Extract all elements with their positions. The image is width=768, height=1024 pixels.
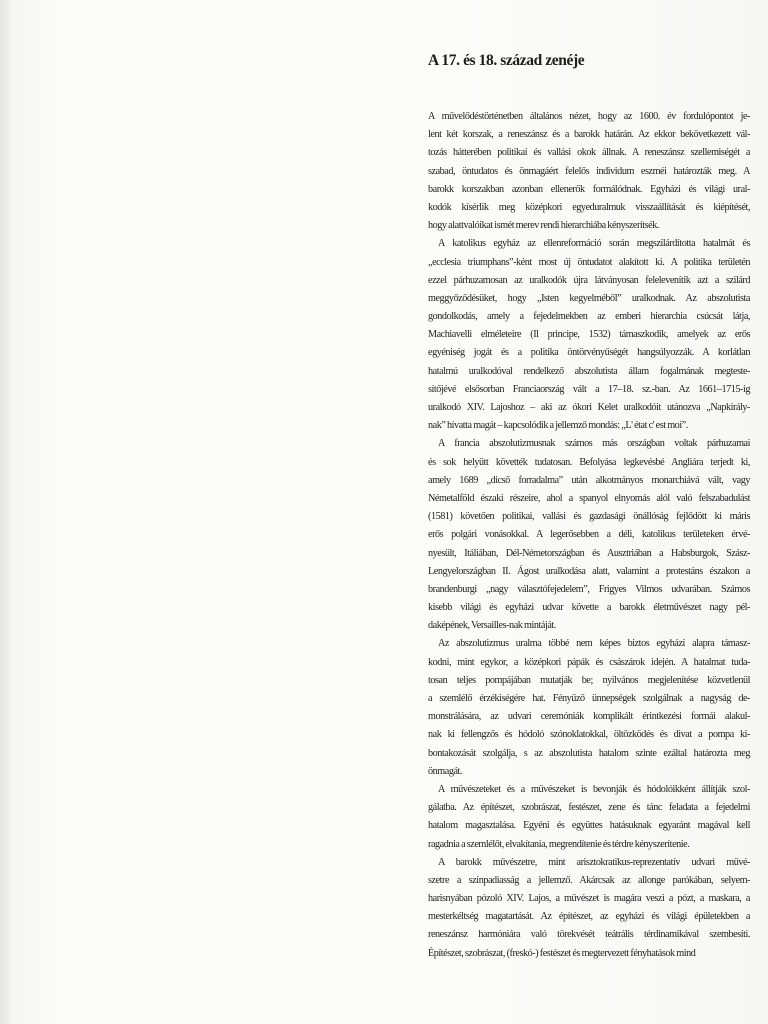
text-line: Az abszolutizmus uralma többé nem képes biztos egyházi alapra támasz- xyxy=(438,638,750,650)
text-line: nyesült, Itáliában, Dél-Németországban és Ausztriában a Habsburgok, Szász- xyxy=(428,547,750,559)
text-line: lent két korszak, a reneszánsz és a barokk határán. Az ekkor bekövetkezett vál- xyxy=(428,129,750,141)
body-text xyxy=(428,108,750,963)
paragraph xyxy=(428,235,750,435)
text-line: Építészet, szobrászat, (freskó-) festészet és megtervezett fényhatások mind xyxy=(428,947,696,959)
text-line: kisebb világi és egyházi udvar követte a barokk életművészet nagy pél- xyxy=(428,602,750,614)
chapter-title: A 17. és 18. század zenéje xyxy=(428,52,585,69)
text-line: Németalföld északi részeire, ahol a spanyol elnyomás alól való felszabadulást xyxy=(428,492,750,504)
text-line: sítőjévé elsősorban Franciaország vált a 17–18. sz.-ban. Az 1661–1715-ig xyxy=(428,383,750,395)
page-gutter-shadow xyxy=(0,0,14,1024)
text-line: kodók kísérlik meg középkori egyeduralmuk visszaállítását és kiépítését, xyxy=(428,201,750,213)
text-line: nak” hívatta magát – kapcsolódik a jellemző mondás: „L' état c' est moi”. xyxy=(428,420,688,432)
text-line: barokk korszakban azonban ellenerők formálódnak. Egyházi és világi ural- xyxy=(428,183,750,195)
text-line: gálatba. Az építészet, szobrászat, festészet, zene és tánc feladata a fejedelmi xyxy=(428,802,750,814)
text-line: daképének, Versailles-nak mintáját. xyxy=(428,620,556,632)
text-line: szetre a színpadiasság a jellemző. Akárcsak az allonge parókában, selyem- xyxy=(428,874,750,886)
text-line: ezzel párhuzamosan az uralkodók újra látványosan felelevenítik azt a szilárd xyxy=(428,274,750,286)
text-line: egyéniség jogát és a politika öntörvényűségét hangsúlyozzák. A korlátlan xyxy=(428,347,750,359)
text-line: meggyőződésüket, hogy „Isten kegyelméből” uralkodnak. Az abszolutista xyxy=(428,292,750,304)
paragraph xyxy=(428,435,750,635)
text-line: gondolkodás, amely a fejedelmekben az emberi hierarchia csúcsát látja, xyxy=(428,311,750,323)
text-line: Lengyelországban II. Ágost uralkodása alatt, valamint a protestáns északon a xyxy=(428,565,750,577)
text-line: A művészeteket és a művészeket is bevonják és hódolóikként állítják szol- xyxy=(438,783,750,795)
paragraph xyxy=(428,108,750,235)
text-line: A barokk művészetre, mint arisztokratikus-reprezentatív udvari művé- xyxy=(438,856,750,868)
text-line: szabad, öntudatos és önmagáért felelős individum eszméi határozták meg. A xyxy=(428,165,750,177)
text-line: reneszánsz harmóniára való törekvését teátrális térdinamikával szembesíti. xyxy=(428,929,750,941)
paragraph xyxy=(428,635,750,781)
text-line: amely 1689 „dicső forradalma” után alkotmányos monarchiává vált, vagy xyxy=(428,474,750,486)
text-line: brandenburgi „nagy választófejedelem”, Frigyes Vilmos udvarában. Számos xyxy=(428,583,750,595)
text-line: hogy alattvalóikat ismét merev rendi hierarchiába kényszerítsék. xyxy=(428,220,659,232)
text-line: tozás hátterében politikai és vallási okok állnak. A reneszánsz szellemiségét a xyxy=(428,147,750,159)
text-line: „ecclesia triumphans”-ként most új öntudatot alakított ki. A politika területén xyxy=(428,256,750,268)
text-line: (1581) követően politikai, vallási és gazdasági önállóság fejlődött ki máris xyxy=(428,511,750,523)
text-line: ragadnia a szemlélőt, elvakítania, megrendítenie és térdre kényszerítenie. xyxy=(428,838,690,850)
text-line: A katolikus egyház az ellenreformáció során megszilárdította hatalmát és xyxy=(438,238,750,250)
text-line: bontakozását szolgálja, s az abszolutista hatalom szinte ezáltal határozta meg xyxy=(428,747,750,759)
text-line: tosan teljes pompájában mutatják be; nyilvános megjelenítése közvetlenül xyxy=(428,674,750,686)
text-line: Machiavelli elméleteire (Il principe, 1532) támaszkodik, amelyek az erős xyxy=(428,329,750,341)
text-line: A francia abszolutizmusnak számos más országban voltak párhuzamai xyxy=(438,438,750,450)
text-line: erős polgári vonásokkal. A legerősebben a déli, katolikus területeken érvé- xyxy=(428,529,750,541)
text-line: nak ki fellengzős és hódoló szónoklatokkal, öltözködés és divat a pompa ki- xyxy=(428,729,750,741)
text-line: önmagát. xyxy=(428,765,463,777)
paragraph xyxy=(428,854,750,963)
text-line: a szemlélő érzékiségére hat. Fényűző ünnepségek szolgálnak a nagyság de- xyxy=(428,693,750,704)
text-line: A művelődéstörténetben általános nézet, hogy az 1600. év fordulópontot je- xyxy=(428,111,750,122)
text-line: hatalmú uralkodóval rendelkező abszolutista állam fogalmának megteste- xyxy=(428,365,750,377)
text-line: hatalom magasztalása. Egyéni és együttes hatásuknak egyaránt magával kell xyxy=(428,820,750,832)
text-line: harisnyában pózoló XIV. Lajos, a művészet is magára veszi a pózt, a maskara, a xyxy=(428,893,750,905)
text-line: monstrálására, az udvari ceremóniák komplikált érintkezési formái alakul- xyxy=(428,711,750,723)
paragraph xyxy=(428,781,750,854)
text-line: uralkodó XIV. Lajoshoz – aki az ókori Kelet uralkodóit utánozva „Napkirály- xyxy=(428,402,750,413)
text-line: és sok helyütt követték tudatosan. Befolyása legkevésbé Angliára terjedt ki, xyxy=(428,456,750,468)
text-line: mesterkéltség magatartását. Az építészet, az egyházi és világi épületekben a xyxy=(428,911,750,923)
text-line: kodni, mint egykor, a középkori pápák és császárok idején. A hatalmat tuda- xyxy=(428,656,750,668)
